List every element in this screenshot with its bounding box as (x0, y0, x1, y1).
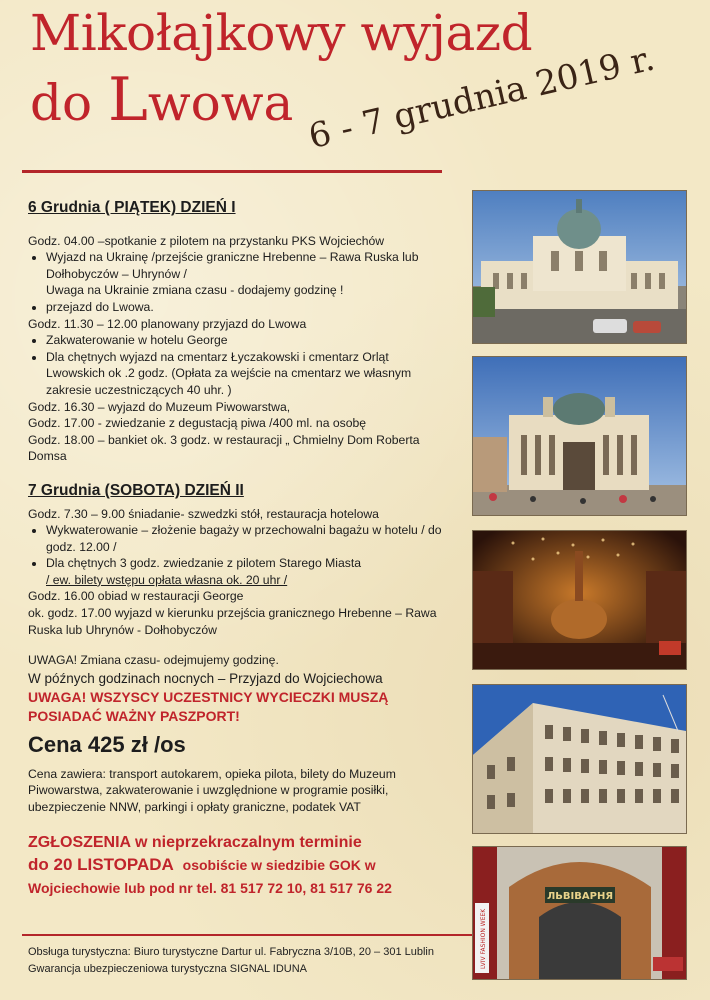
photo-brewery-museum (472, 530, 687, 670)
day1-list-a (28, 249, 448, 315)
time-change-notice: UWAGA! Zmiana czasu- odejmujemy godzinę. (28, 653, 279, 668)
registration-line-3: Wojciechowie lub pod nr tel. 81 517 72 10, 81 517 76 22 (28, 879, 392, 896)
trip-date: 6 - 7 grudnia 2019 r. (305, 38, 659, 157)
brewery-museum-image (473, 531, 686, 669)
arrival-notice: W późnych godzinach nocnych – Przyjazd do Wojciechowa (28, 670, 383, 686)
section-gap (28, 638, 448, 652)
registration-line-2 (28, 854, 448, 877)
day1-item: Godz. 04.00 –spotkanie z pilotem na przystanku PKS Wojciechów (28, 233, 385, 248)
section-gap (28, 465, 448, 483)
day2-bullet (46, 555, 448, 588)
day2-bullet-note: / ew. bilety wstępu opłata własna ok. 20 uhr / (46, 572, 288, 587)
photo-railway-station (472, 190, 687, 344)
day1-item: Godz. 16.30 – wyjazd do Muzeum Piwowarstwa, (28, 399, 291, 414)
opera-house-image (473, 357, 686, 515)
day2-heading: 7 Grudnia (SOBOTA) DZIEŃ II (28, 481, 244, 499)
footer-line-2: Gwarancja ubezpieczeniowa turystyczna SIGNAL IDUNA (28, 963, 307, 975)
day1-list-b (28, 332, 448, 398)
day1-heading: 6 Grudnia ( PIĄTEK) DZIEŃ I (28, 199, 236, 216)
day2-list (28, 522, 448, 588)
price-includes: Cena zawiera: transport autokarem, opieka pilota, bilety do Muzeum Piwowarstwa, zakwaterowanie i uwzględnione w programie posiłki, ubezpieczenie NNW, parkingi i opłaty graniczne, podatek VAT (28, 766, 396, 815)
brewery-sign: ЛЬВІВАРНЯ (546, 891, 614, 902)
registration-line-1: ZGŁOSZENIA w nieprzekraczalnym terminie (28, 833, 362, 851)
registration-deadline: do 20 LISTOPADA (28, 854, 174, 874)
photo-opera-house (472, 356, 687, 516)
day1-bullet (46, 249, 448, 299)
day2-item: ok. godz. 17.00 wyjazd w kierunku przejścia granicznego Hrebenne – Rawa Ruska lub Uhrynów - Dołhobyczów (28, 606, 437, 637)
brewery-entrance-image (473, 847, 686, 979)
program-content (28, 200, 448, 899)
footer-line-1: Obsługa turystyczna: Biuro turystyczne Dartur ul. Fabryczna 3/10B, 20 – 301 Lublin (28, 946, 434, 958)
day2-item: Godz. 16.00 obiad w restauracji George (28, 589, 244, 604)
day1-item: Godz. 17.00 - zwiedzanie z degustacją piwa /400 ml. na osobę (28, 416, 367, 431)
passport-warning: UWAGA! WSZYSCY UCZESTNICY WYCIECZKI MUSZĄ POSIADAĆ WAŻNY PASZPORT! (28, 688, 389, 724)
title-line-2-prefix: do (30, 74, 109, 132)
price: Cena 425 zł /os (28, 731, 186, 757)
section-gap (28, 816, 448, 832)
day1-bullet-note: Uwaga na Ukrainie zmiana czasu - dodajemy godzinę ! (46, 283, 344, 298)
day1-bullet: • Dla chętnych wyjazd na cmentarz Łyczakowski i cmentarz Orląt Lwowskich ok .2 godz. (Opłata za wejście na cmentarz we własnym zakresie uczestniczących 40 uhr. ) (46, 349, 448, 399)
day2-bullet-text: Dla chętnych 3 godz. zwiedzanie z pilotem Starego Miasta (46, 556, 362, 571)
title-line-1: Mikołajkowy wyjazd (30, 4, 533, 62)
day1-bullet: • przejazd do Lwowa. (46, 299, 448, 316)
fashion-week-banner: LVIV FASHION WEEK (480, 908, 487, 969)
city-building-image (473, 685, 686, 833)
day1-bullet: • Zakwaterowanie w hotelu George (46, 332, 448, 349)
registration-place: osobiście w siedzibie GOK w (182, 856, 376, 873)
day2-item: Godz. 7.30 – 9.00 śniadanie- szwedzki stół, restauracja hotelowa (28, 506, 379, 521)
photo-city-building (472, 684, 687, 834)
footer (28, 944, 434, 978)
photo-brewery-entrance (472, 846, 687, 980)
title-divider (22, 170, 442, 173)
title-line-2-initial: L (108, 65, 148, 135)
railway-station-image (473, 191, 686, 343)
title-line-2-rest: wowa (147, 74, 294, 132)
day1-item: Godz. 11.30 – 12.00 planowany przyjazd do Lwowa (28, 316, 307, 331)
day1-item: Godz. 18.00 – bankiet ok. 3 godz. w restauracji „ Chmielny Dom Roberta Domsa (28, 432, 420, 464)
day2-bullet: • Wykwaterowanie – złożenie bagaży w przechowalni bagażu w hotelu / do godz. 12.00 / (46, 522, 448, 555)
day1-bullet-text: Wyjazd na Ukrainę /przejście graniczne Hrebenne – Rawa Ruska lub Dołhobyczów – Uhrynów / (46, 250, 419, 281)
